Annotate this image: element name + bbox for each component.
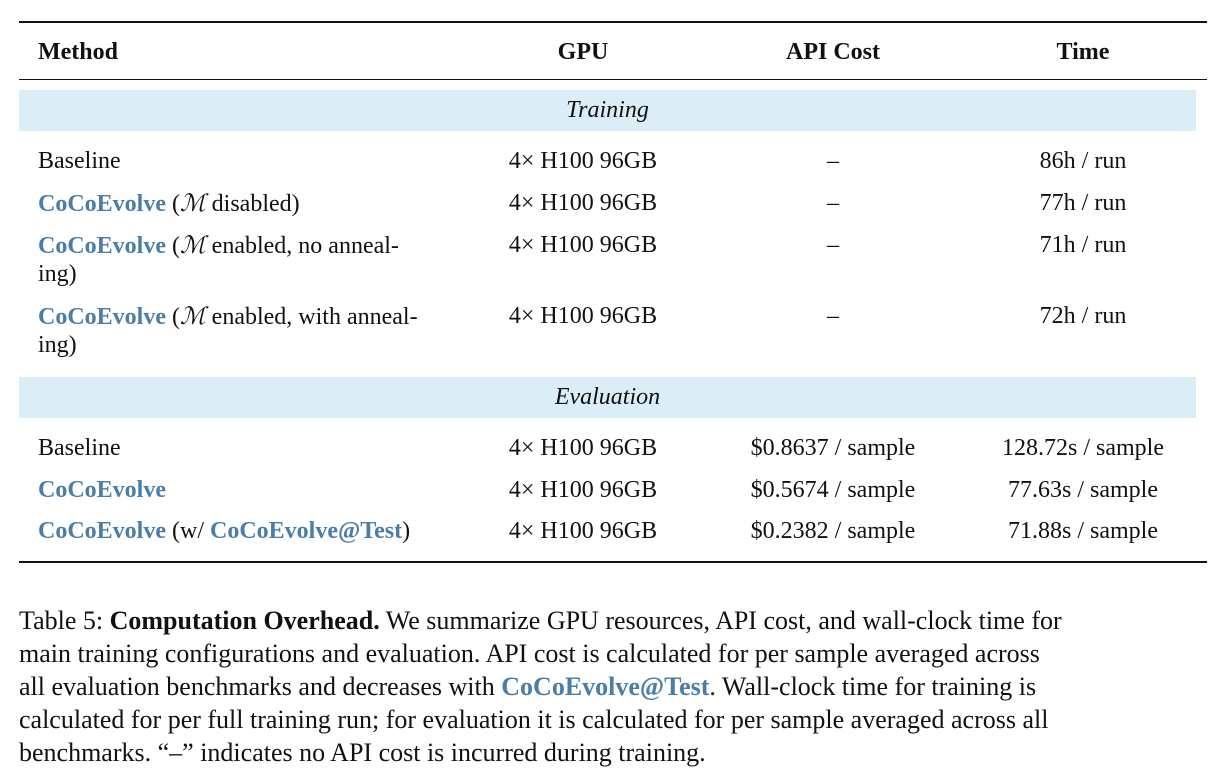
table-caption <box>19 604 1209 769</box>
table-row-method: Baseline <box>38 435 121 461</box>
table-row-gpu: 4× H100 96GB <box>508 190 658 216</box>
header-gpu: GPU <box>557 39 609 65</box>
method-brand-name: CoCoEvolve <box>38 233 166 259</box>
table-row-gpu: 4× H100 96GB <box>508 477 658 503</box>
method-detail: disabled) <box>205 191 300 217</box>
table-row-method <box>38 516 410 547</box>
table-row-gpu: 4× H100 96GB <box>508 303 658 329</box>
table-row-api: – <box>827 232 839 258</box>
caption-line <box>19 670 1209 703</box>
method-brand-name: CoCoEvolve <box>38 477 166 503</box>
table-row-api: – <box>827 190 839 216</box>
caption-title: Computation Overhead. <box>109 606 380 635</box>
table-row-time: 72h / run <box>1039 303 1127 329</box>
method-brand-name: CoCoEvolve <box>38 304 166 330</box>
table-row-method: Baseline <box>38 148 121 174</box>
table-row-time: 128.72s / sample <box>1002 435 1164 461</box>
table-row-gpu: 4× H100 96GB <box>508 232 658 258</box>
header-method: Method <box>38 39 118 65</box>
section-label-evaluation: Evaluation <box>554 384 661 410</box>
method-detail-prefix: (w/ <box>166 518 210 544</box>
table-row-gpu: 4× H100 96GB <box>508 435 658 461</box>
method-detail: enabled, with anneal- <box>205 304 418 330</box>
table-row-api: – <box>827 148 839 174</box>
caption-text: . Wall-clock time for training is <box>709 672 1037 701</box>
table-row-method: CoCoEvolve (ℳ enabled, with anneal- <box>38 302 418 330</box>
caption-table-label: Table 5: <box>19 606 110 635</box>
table-row-api: $0.2382 / sample <box>750 518 916 544</box>
table-row-method: CoCoEvolve (ℳ enabled, no anneal- <box>38 231 399 259</box>
method-brand-test: CoCoEvolve@Test <box>210 518 403 544</box>
table-row-time: 86h / run <box>1039 148 1127 174</box>
header-rule <box>19 79 1207 80</box>
bottom-rule <box>19 561 1207 563</box>
header-time: Time <box>1056 39 1110 65</box>
method-brand-name: CoCoEvolve <box>38 518 166 544</box>
caption-brand-test: CoCoEvolve@Test <box>501 672 710 701</box>
method-detail-continued: ing) <box>38 261 77 287</box>
method-detail: enabled, no anneal- <box>205 233 399 259</box>
m-symbol: ℳ <box>180 231 206 259</box>
table-row-api: $0.5674 / sample <box>750 477 916 503</box>
method-brand-name: CoCoEvolve <box>38 191 166 217</box>
section-training <box>19 90 1196 131</box>
table-row-time: 71.88s / sample <box>1008 518 1158 544</box>
table-row-gpu: 4× H100 96GB <box>508 148 658 174</box>
caption-text: We summarize GPU resources, API cost, and wall-clock time for <box>379 606 1062 635</box>
header-api-cost: API Cost <box>786 39 880 65</box>
table-row-method <box>38 475 166 506</box>
method-detail-suffix: ) <box>402 518 411 544</box>
top-rule <box>19 21 1207 23</box>
table-row-api: – <box>827 303 839 329</box>
caption-line: main training configurations and evaluation. API cost is calculated for per sample averaged across <box>19 639 1040 668</box>
caption-line <box>19 604 1209 637</box>
table-row-time: 77.63s / sample <box>1008 477 1158 503</box>
table-row-time: 71h / run <box>1039 232 1127 258</box>
section-label-training: Training <box>566 97 649 123</box>
table-row-api: $0.8637 / sample <box>750 435 916 461</box>
caption-line: benchmarks. “–” indicates no API cost is incurred during training. <box>19 738 706 767</box>
m-symbol: ℳ <box>180 302 206 330</box>
m-symbol: ℳ <box>180 189 206 217</box>
method-detail-continued: ing) <box>38 332 77 358</box>
section-evaluation <box>19 377 1196 418</box>
caption-line: calculated for per full training run; for evaluation it is calculated for per sample averaged across all <box>19 705 1049 734</box>
caption-text: all evaluation benchmarks and decreases with <box>19 672 502 701</box>
table-row-gpu: 4× H100 96GB <box>508 518 658 544</box>
table-row-time: 77h / run <box>1039 190 1127 216</box>
table-row-method: CoCoEvolve (ℳ disabled) <box>38 189 300 217</box>
